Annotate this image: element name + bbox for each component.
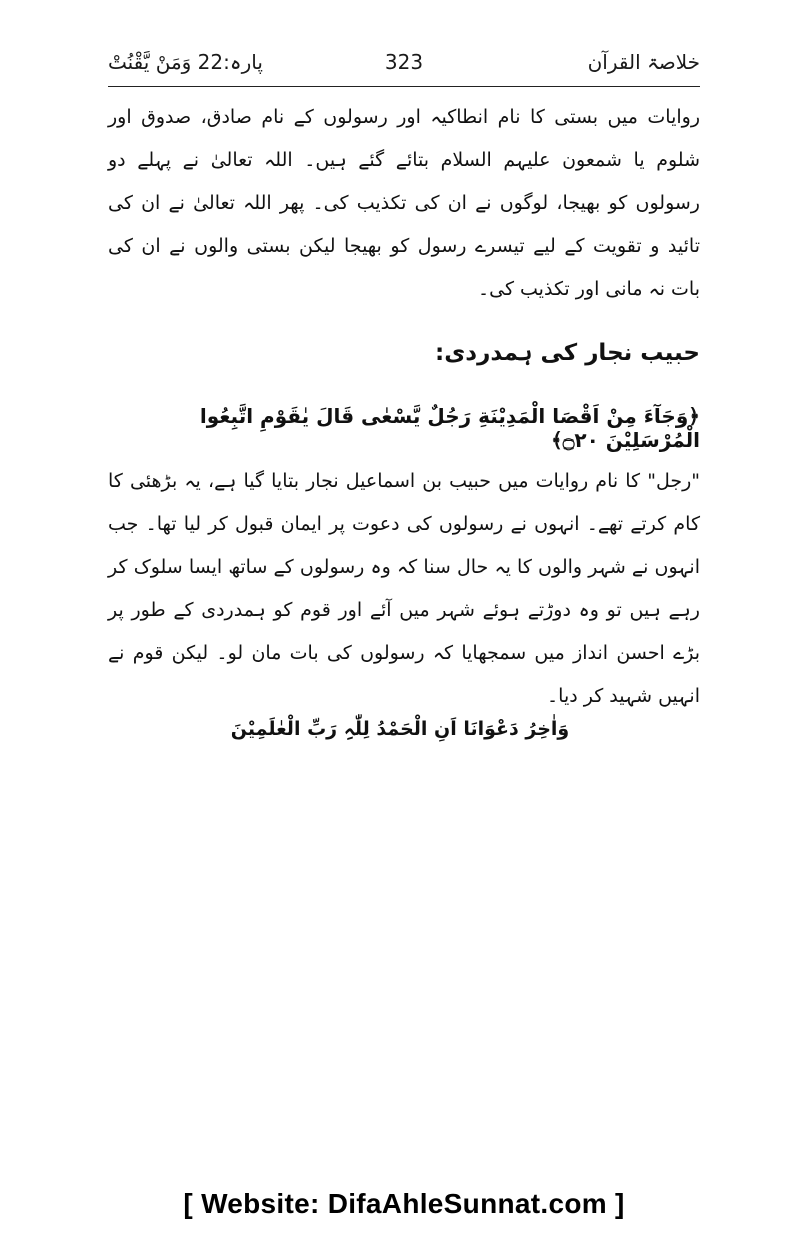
quran-verse: ﴿وَجَآءَ مِنْ اَقْصَا الْمَدِيْنَةِ رَجُلٌ يَّسْعٰى قَالَ يٰقَوْمِ اتَّبِعُوا الْمُرْسَلِيْنَ ۝٢٠﴾ xyxy=(199,404,700,452)
book-title: خلاصۃ القرآن xyxy=(587,50,700,74)
website-footer: [ Website: DifaAhleSunnat.com ] xyxy=(183,1188,625,1219)
closing-dua: وَاٰخِرُ دَعْوَانَا اَنِ الْحَمْدُ لِلّٰہِ رَبِّ الْعٰلَمِيْنَ xyxy=(230,718,570,740)
para-label: پارہ:22 وَمَنْ يَّقْنُتْ xyxy=(108,50,263,74)
paragraph-2: "رجل" کا نام روایات میں حبیب بن اسماعیل نجار بتایا گیا ہے، یہ بڑھئی کا کام کرتے تھے۔ انہوں نے رسولوں کی دعوت پر ایمان قبول کر لیا تھا۔ جب انہوں نے شہر والوں کا یہ حال سنا کہ وہ رسولوں کے ساتھ ایسا سلوک کر رہے ہیں تو وہ دوڑتے ہوئے شہر میں آئے اور قوم کو ہمدردی کے طور پر بڑے احسن انداز میں سمجھایا کہ رسولوں کی بات مان لو۔ لیکن قوم نے انہیں شہید کر دیا۔ xyxy=(108,470,700,707)
header-divider xyxy=(108,86,700,87)
page-header xyxy=(108,50,700,82)
section-heading: حبیب نجار کی ہمدردی: xyxy=(435,340,700,366)
paragraph-1: روایات میں بستی کا نام انطاکیہ اور رسولوں کے نام صادق، صدوق اور شلوم یا شمعون علیہم السلام بتائے گئے ہیں۔ اللہ تعالیٰ نے پہلے دو رسولوں کو بھیجا، لوگوں نے ان کی تکذیب کی۔ پھر اللہ تعالیٰ نے ان کی تائید و تقویت کے لیے تیسرے رسول کو بھیجا لیکن بستی والوں نے ان کی بات نہ مانی اور تکذیب کی۔ xyxy=(108,106,700,300)
page-number: 323 xyxy=(384,50,424,74)
